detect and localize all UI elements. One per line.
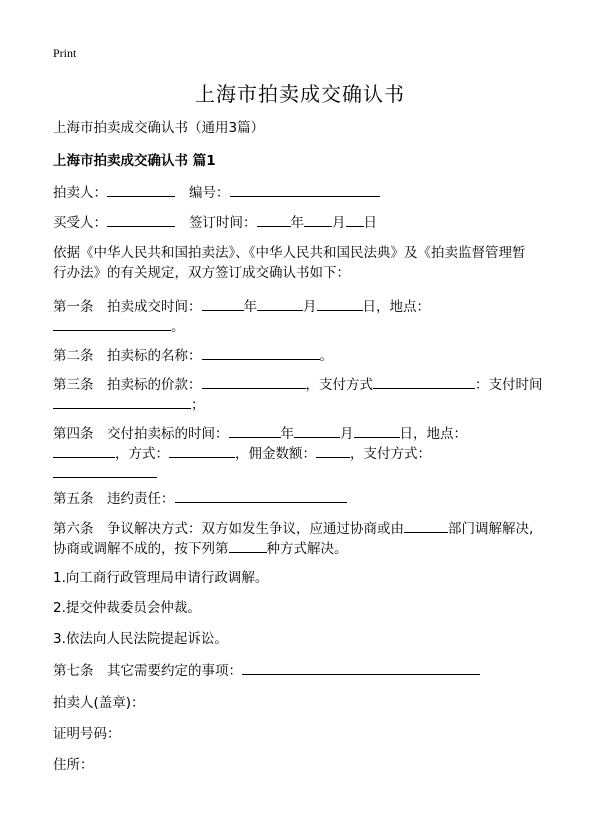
article-3-line-1: [53, 374, 543, 395]
option-1: 1.向工商行政管理局申请行政调解。: [53, 570, 269, 586]
article-4-line-3: [53, 463, 157, 484]
print-link[interactable]: Print: [53, 46, 77, 60]
art7-matters-blank: [242, 660, 480, 675]
document-subtitle: 上海市拍卖成交确认书（通用3篇）: [53, 120, 265, 136]
art4-commission-blank: [316, 443, 350, 458]
article-5: [53, 488, 347, 509]
year-label: 年: [243, 299, 257, 315]
article-2: [53, 345, 333, 366]
article-1-label: 第一条 拍卖成交时间：: [53, 299, 202, 315]
article-3-pay-time-label: ：支付时间: [475, 377, 543, 393]
art4-day-blank: [354, 423, 400, 438]
buyer-blank: [107, 212, 175, 227]
auctioneer-label: 拍卖人：: [53, 185, 107, 201]
sign-year-blank: [257, 212, 291, 227]
article-4-place-label: 日，地点：: [399, 426, 467, 442]
article-6-line-1: [53, 518, 533, 539]
art1-month-blank: [257, 296, 303, 311]
sign-month-blank: [304, 212, 332, 227]
art4-pay-blank: [53, 463, 157, 478]
article-7: [53, 660, 480, 681]
month-label: 月: [340, 426, 354, 442]
intro-line-1: 依据《中华人民共和国拍卖法》、《中华人民共和国民法典》及《拍卖监督管理暂: [53, 245, 526, 261]
article-4-line-1: [53, 423, 467, 444]
article-1-line-2: [53, 316, 185, 337]
article-4-commission-label: ，佣金数额：: [235, 446, 316, 462]
art3-pay-method-blank: [373, 374, 475, 389]
number-label: 编号：: [189, 185, 230, 201]
art4-place-blank: [53, 443, 115, 458]
certificate-number: 证明号码：: [53, 726, 121, 742]
article-1-place-label: 日，地点：: [362, 299, 430, 315]
article-2-label: 第二条 拍卖标的名称：: [53, 348, 202, 364]
sign-time-label: 签订时间：: [189, 215, 257, 231]
sign-day-blank: [346, 212, 364, 227]
section-heading: 上海市拍卖成交确认书 篇1: [53, 153, 216, 169]
article-5-label: 第五条 违约责任：: [53, 491, 175, 507]
option-3: 3.依法向人民法院提起诉讼。: [53, 631, 228, 647]
option-2: 2.提交仲裁委员会仲裁。: [53, 600, 201, 616]
art4-year-blank: [229, 423, 281, 438]
number-blank: [230, 182, 380, 197]
period: 。: [319, 348, 333, 364]
month-label: 月: [332, 215, 346, 231]
article-4-line-2: [53, 443, 431, 464]
art1-day-blank: [317, 296, 363, 311]
article-6-text-b: 部门调解解决,: [448, 521, 534, 537]
year-label: 年: [290, 215, 304, 231]
intro-line-2: 行办法》的有关规定，双方签订成交确认书如下：: [53, 265, 350, 281]
auctioneer-seal: 拍卖人(盖章)：: [53, 695, 145, 711]
buyer-row: [53, 212, 377, 233]
day-label: 日: [363, 215, 377, 231]
art1-place-blank: [53, 316, 171, 331]
auctioneer-row: [53, 182, 380, 203]
art3-pay-time-blank: [53, 394, 191, 409]
month-label: 月: [303, 299, 317, 315]
article-6-text-c: 协商或调解不成的，按下列第: [53, 541, 229, 557]
article-7-label: 第七条 其它需要约定的事项：: [53, 663, 242, 679]
article-4-method-label: ，方式：: [115, 446, 169, 462]
article-6-text-d: 种方式解决。: [266, 541, 348, 557]
art5-liability-blank: [175, 488, 347, 503]
article-6-line-2: [53, 538, 348, 559]
article-4-label: 第四条 交付拍卖标的时间：: [53, 426, 229, 442]
art2-name-blank: [202, 345, 320, 360]
address: 住所：: [53, 757, 94, 773]
article-3-label: 第三条 拍卖标的价款：: [53, 377, 202, 393]
article-1-line-1: [53, 296, 430, 317]
article-3-pay-method-label: ，支付方式: [305, 377, 373, 393]
document-title: 上海市拍卖成交确认书: [195, 82, 405, 106]
art4-month-blank: [294, 423, 340, 438]
article-4-pay-label: ，支付方式：: [350, 446, 431, 462]
article-3-line-2: [53, 394, 205, 415]
auctioneer-blank: [107, 182, 175, 197]
art4-method-blank: [169, 443, 235, 458]
period: 。: [171, 319, 185, 335]
art6-option-blank: [229, 538, 267, 553]
article-6-text-a: 第六条 争议解决方式：双方如发生争议，应通过协商或由: [53, 521, 404, 537]
art3-price-blank: [202, 374, 306, 389]
art6-department-blank: [404, 518, 448, 533]
art1-year-blank: [202, 296, 244, 311]
semicolon: ；: [191, 397, 205, 413]
buyer-label: 买受人：: [53, 215, 107, 231]
year-label: 年: [280, 426, 294, 442]
